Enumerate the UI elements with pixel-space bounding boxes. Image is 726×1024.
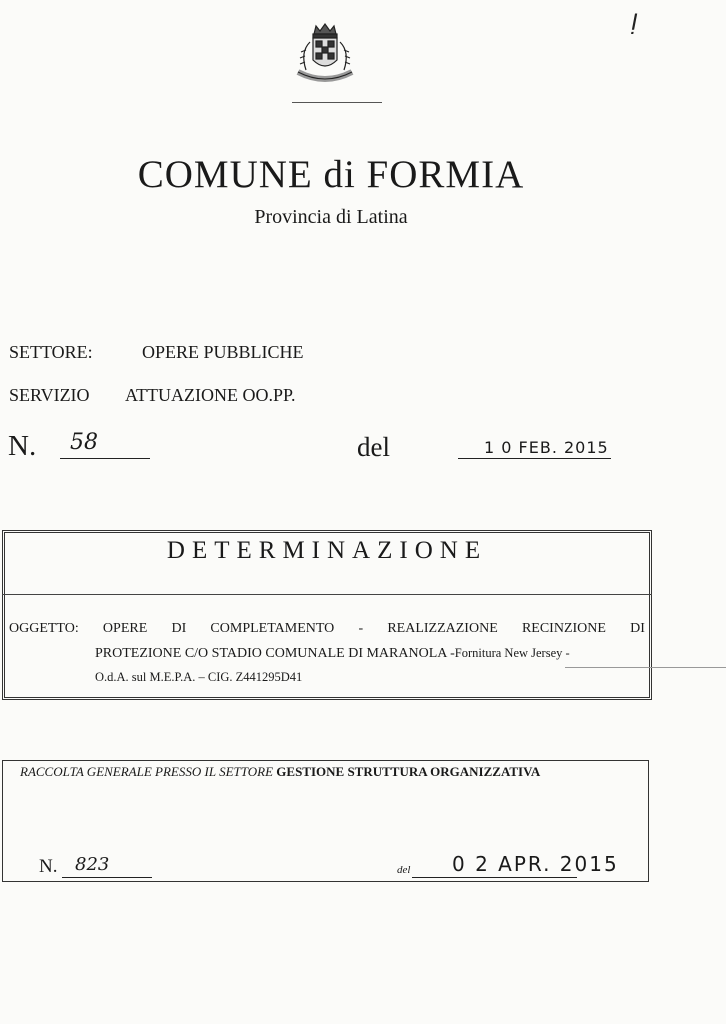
oggetto-block — [9, 621, 645, 693]
number-value: 58 — [70, 430, 98, 455]
oggetto-line-2-main: PROTEZIONE C/O STADIO COMUNALE DI MARANOLA - — [95, 646, 455, 661]
crest-rule — [292, 102, 382, 103]
determinazione-divider — [2, 594, 652, 595]
raccolta-date-stamp: 0 2 APR. 2015 — [452, 852, 619, 876]
raccolta-number-value: 823 — [75, 854, 110, 875]
oggetto-line-2-small: Fornitura New Jersey - — [454, 646, 570, 660]
oggetto-word: DI — [171, 621, 187, 636]
servizio-value: ATTUAZIONE OO.PP. — [125, 385, 296, 405]
raccolta-number-label: N. — [39, 856, 58, 877]
oggetto-word: DI — [630, 621, 645, 636]
determinazione-title: DETERMINAZIONE — [166, 537, 488, 564]
oggetto-label: OGGETTO: — [9, 621, 79, 636]
raccolta-italic: RACCOLTA GENERALE PRESSO IL SETTORE — [20, 764, 274, 779]
raccolta-number-underline — [62, 877, 152, 878]
raccolta-heading — [20, 764, 540, 780]
number-label: N. — [8, 430, 37, 462]
raccolta-bold: GESTIONE STRUTTURA ORGANIZZATIVA — [276, 764, 541, 779]
date-underline — [458, 458, 611, 459]
settore-value: OPERE PUBBLICHE — [142, 342, 304, 362]
oggetto-word: COMPLETAMENTO — [210, 621, 335, 636]
raccolta-date-label: del — [397, 864, 411, 876]
date-label: del — [357, 432, 390, 462]
handwritten-mark: ǃ — [630, 8, 639, 41]
servizio-label: SERVIZIO — [9, 385, 90, 405]
oggetto-word: OPERE — [102, 621, 148, 636]
municipal-crest — [286, 20, 364, 90]
page-title: COMUNE di FORMIA — [137, 153, 525, 196]
date-stamp: 1 0 FEB. 2015 — [484, 438, 609, 457]
oggetto-word: REALIZZAZIONE — [387, 621, 498, 636]
page-subtitle: Provincia di Latina — [254, 206, 408, 228]
oggetto-word: RECINZIONE — [521, 621, 606, 636]
oggetto-line-3: O.d.A. sul M.E.P.A. – CIG. Z441295D41 — [95, 670, 303, 684]
oggetto-line-1 — [9, 621, 645, 637]
settore-label: SETTORE: — [9, 342, 93, 362]
scan-artifact-line — [565, 667, 726, 668]
raccolta-date-underline — [412, 877, 577, 878]
number-underline — [60, 458, 150, 459]
oggetto-word: - — [358, 621, 364, 636]
oggetto-line-2 — [95, 646, 645, 662]
